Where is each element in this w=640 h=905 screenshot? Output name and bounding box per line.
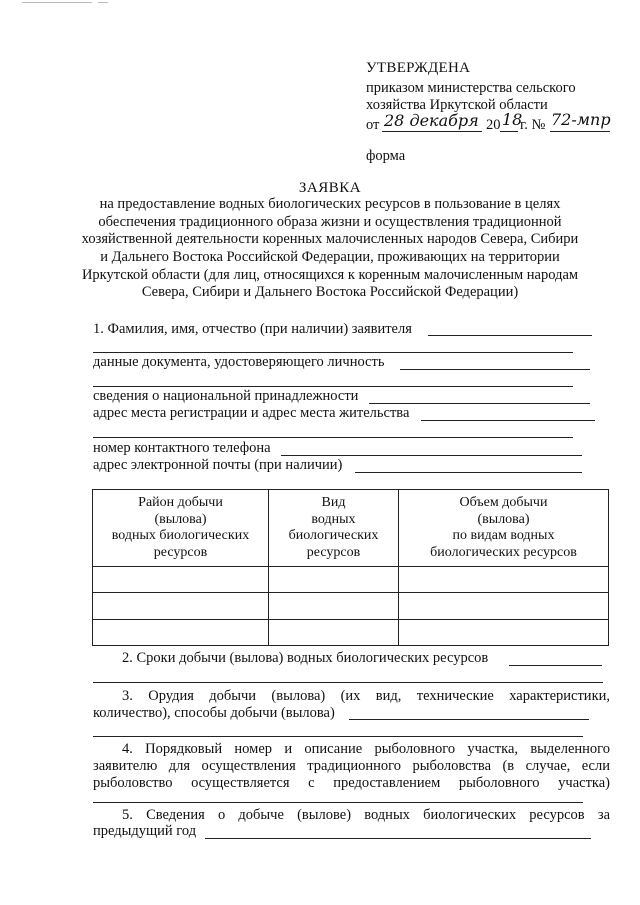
form-label: форма	[366, 148, 406, 164]
section-4-line-1: 4. Порядковый номер и описание рыболовного участка, выделенного	[122, 741, 610, 757]
applicant-name-field[interactable]	[428, 335, 592, 336]
table-row	[93, 593, 609, 620]
heading-line-1: на предоставление водных биологических ресурсов в пользование в целях	[99, 196, 561, 212]
phone-field[interactable]	[281, 455, 582, 456]
address-label: адрес места регистрации и адрес места жительства	[93, 405, 410, 421]
approval-title: УТВЕРЖДЕНА	[366, 60, 471, 76]
table-cell[interactable]	[93, 567, 269, 593]
section-2-label: 2. Сроки добычи (вылова) водных биологических ресурсов	[122, 650, 489, 666]
section-3-line-2: количество), способы добычи (вылова)	[93, 705, 335, 721]
nationality-label: сведения о национальной принадлежности	[93, 388, 359, 404]
email-label: адрес электронной почты (при наличии)	[93, 457, 343, 473]
table-cell[interactable]	[269, 620, 399, 646]
approval-date-handwritten: 28 декабря	[384, 111, 479, 130]
heading-line-4: и Дальнего Востока Российской Федерации, проживающих на территории	[100, 249, 560, 265]
catch-table	[92, 489, 609, 646]
nationality-field[interactable]	[369, 403, 590, 404]
address-field-cont[interactable]	[93, 437, 573, 438]
email-field[interactable]	[355, 472, 582, 473]
application-title: ЗАЯВКА	[298, 180, 362, 196]
approval-line-1: приказом министерства сельского	[366, 80, 576, 96]
section-4-line-2: заявителю для осуществления традиционного рыболовства (в случае, если	[93, 758, 610, 774]
section-3-field-cont[interactable]	[93, 736, 583, 737]
heading-line-2: обеспечения традиционного образа жизни и осуществления традиционной	[98, 214, 562, 230]
section-2-field[interactable]	[509, 665, 602, 666]
approval-from: от	[366, 117, 380, 133]
table-cell[interactable]	[399, 593, 609, 620]
section-5-line-2: предыдущий год	[93, 823, 197, 839]
table-cell[interactable]	[93, 620, 269, 646]
section-3-field[interactable]	[349, 719, 589, 720]
approval-line-2: хозяйства Иркутской области	[366, 97, 548, 113]
table-row	[93, 567, 609, 593]
identity-doc-label: данные документа, удостоверяющего личность	[93, 354, 385, 370]
number-underline	[550, 131, 610, 132]
table-header-species: Вид водных биологических ресурсов	[269, 490, 399, 567]
scan-mark	[98, 2, 108, 3]
heading-line-5: Иркутской области (для лиц, относящихся к коренным малочисленным народам	[81, 267, 579, 283]
heading-line-3: хозяйственной деятельности коренных малочисленных народов Севера, Сибири	[81, 231, 579, 247]
section-5-field[interactable]	[205, 838, 591, 839]
date-underline	[382, 131, 482, 132]
heading-line-6: Севера, Сибири и Дальнего Востока Российской Федерации)	[141, 284, 519, 300]
approval-number-handwritten: 72-мпр	[551, 110, 611, 129]
year-underline	[500, 131, 518, 132]
phone-label: номер контактного телефона	[93, 440, 271, 456]
table-cell[interactable]	[269, 593, 399, 620]
section-2-field-cont[interactable]	[93, 682, 603, 683]
table-cell[interactable]	[269, 567, 399, 593]
table-cell[interactable]	[93, 593, 269, 620]
table-header-area: Район добычи (вылова) водных биологических ресурсов	[93, 490, 269, 567]
section-4-line-3: рыболовство осуществляется с предоставлением рыболовного участка)	[93, 775, 610, 791]
section-3-line-1: 3. Орудия добычи (вылова) (их вид, технические характеристики,	[122, 688, 610, 704]
address-field[interactable]	[421, 420, 595, 421]
table-header-volume: Объем добычи (вылова) по видам водных биологических ресурсов	[399, 490, 609, 567]
identity-doc-field[interactable]	[400, 369, 590, 370]
scan-mark	[22, 2, 92, 3]
approval-number-label: г. №	[520, 117, 546, 133]
table-row	[93, 620, 609, 646]
approval-year-prefix: 20	[486, 117, 501, 133]
approval-year-handwritten: 18	[502, 110, 523, 129]
table-cell[interactable]	[399, 620, 609, 646]
identity-doc-field-cont[interactable]	[93, 386, 573, 387]
section-5-line-1: 5. Сведения о добыче (вылове) водных биологических ресурсов за	[122, 807, 610, 823]
applicant-name-field-cont[interactable]	[93, 352, 573, 353]
applicant-name-label: 1. Фамилия, имя, отчество (при наличии) заявителя	[93, 321, 412, 337]
section-4-field[interactable]	[93, 802, 583, 803]
table-cell[interactable]	[399, 567, 609, 593]
